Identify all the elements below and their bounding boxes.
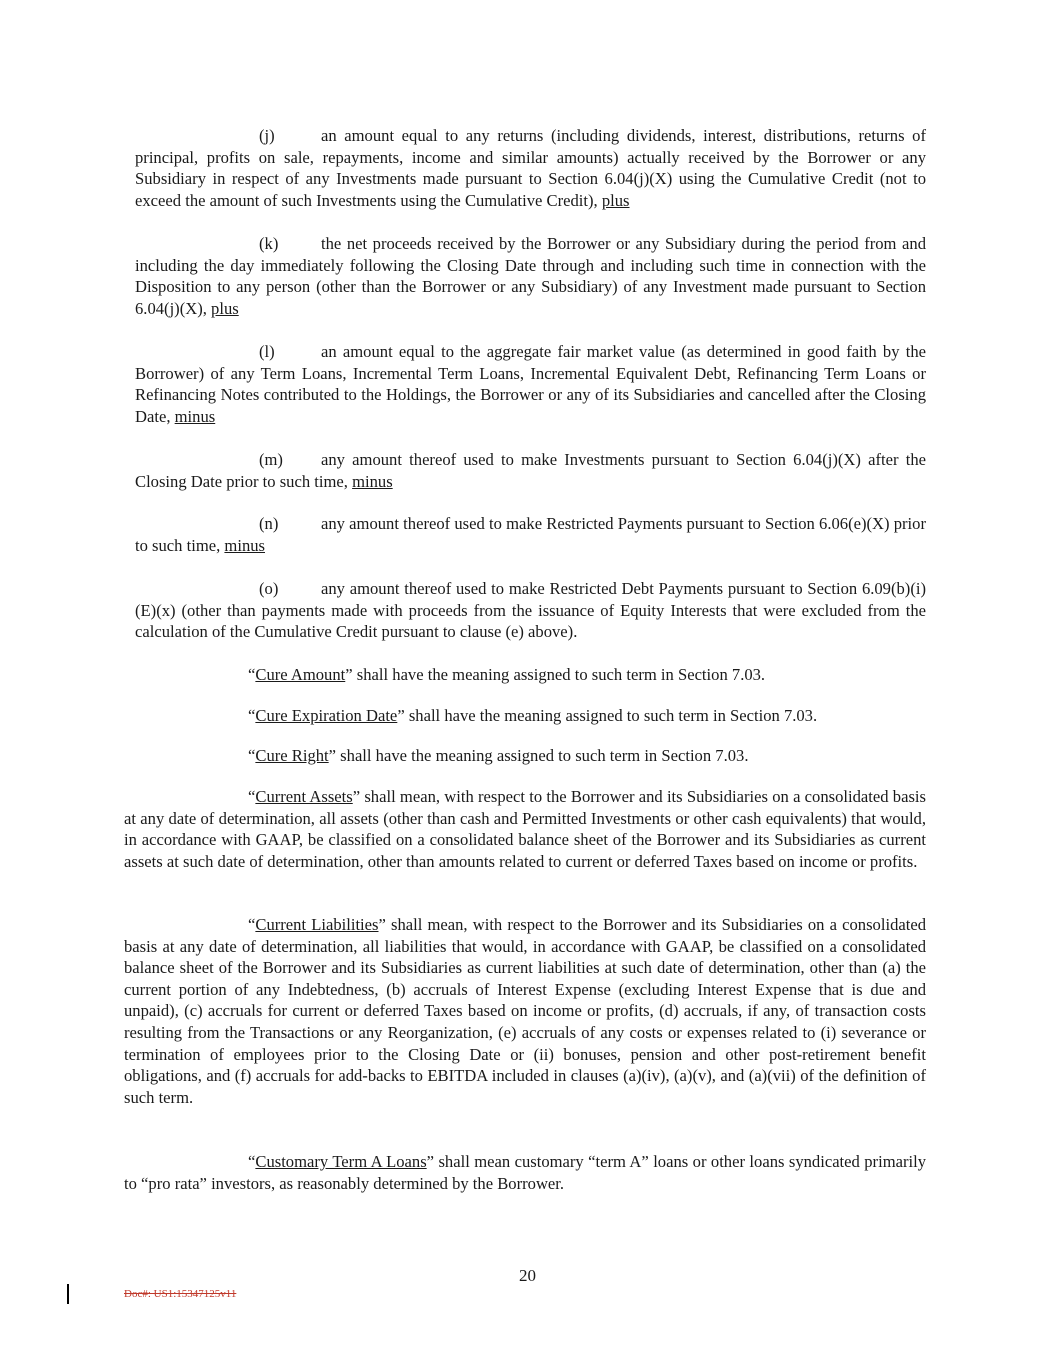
clause-text: any amount thereof used to make Restricted Payments pursuant to Section 6.06(e)(X) prior to such time, (135, 514, 926, 555)
definition-text: ” shall have the meaning assigned to such term in Section 7.03. (345, 665, 766, 684)
defined-term: Cure Amount (255, 665, 346, 684)
clause-text: an amount equal to the aggregate fair market value (as determined in good faith by the Borrower) of any Term Loans, Incremental Term Loans, Incremental Equivalent Debt, Refinancing Term Loans or Refinancing Notes contributed to the Holdings, the Borrower or any of its Subsidiaries and cancelled after the Closing Date, (135, 342, 926, 426)
definition-cure-right (124, 745, 926, 767)
clause-text: any amount thereof used to make Investments pursuant to Section 6.04(j)(X) after the Closing Date prior to such time, (135, 450, 926, 491)
clause-label: (m) (259, 450, 283, 469)
clause-connector: minus (352, 471, 393, 491)
open-quote: “ (248, 915, 256, 934)
clause-k (135, 233, 926, 319)
clause-connector: plus (601, 190, 630, 210)
definition-text: ” shall mean, with respect to the Borrower and its Subsidiaries on a consolidated basis at any date of determination, all assets (other than cash and Permitted Investments or other cash equivalents) that would, in accordance with GAAP, be classified on a consolidated balance sheet of the Borrower and its Subsidiaries as current assets at such date of determination, other than amounts related to current or deferred Taxes based on income or profits. (124, 787, 926, 871)
defined-term: Cure Expiration Date (255, 706, 398, 725)
clause-label: (l) (259, 342, 275, 361)
clause-m (135, 449, 926, 492)
clause-n (135, 513, 926, 556)
defined-term: Cure Right (255, 746, 329, 765)
definition-customary-term-a-loans (124, 1151, 926, 1194)
clause-label: (n) (259, 514, 279, 533)
clause-text: any amount thereof used to make Restricted Debt Payments pursuant to Section 6.09(b)(i)(E)(x) (other than payments made with proceeds from the issuance of Equity Interests that were excluded from the calculation of the Cumulative Credit pursuant to clause (e) above). (135, 579, 926, 642)
document-id: Doc#: US1:15347125v11 (124, 1288, 237, 1300)
clause-j (135, 125, 926, 211)
definition-text: ” shall mean, with respect to the Borrower and its Subsidiaries on a consolidated basis at any date of determination, all liabilities that would, in accordance with GAAP, be classified on a consolidated balance sheet of the Borrower and its Subsidiaries as current liabilities at such date of determination, other than (a) the current portion of any Indebtedness, (b) accruals of Interest Expense (excluding Interest Expense that is due and unpaid), (c) accruals for current or deferred Taxes based on income or profits, (d) accruals, if any, of transaction costs resulting from the Transactions or any Reorganization, (e) accruals of any costs or expenses related to (i) severance or termination of employees prior to the Closing Date or (ii) bonuses, pension and other post-retirement benefit obligations, and (f) accruals for add-backs to EBITDA included in clauses (a)(iv), (a)(v), and (a)(vii) of the definition of such term. (124, 915, 926, 1107)
definition-cure-amount (124, 664, 926, 686)
clause-text: the net proceeds received by the Borrower or any Subsidiary during the period from and including the day immediately following the Closing Date through and including such time in connection with the Disposition to any person (other than the Borrower or any Subsidiary) of any Investment made pursuant to Section 6.04(j)(X), (135, 234, 926, 318)
clause-label: (j) (259, 126, 275, 145)
definition-text: ” shall mean customary “term A” loans or other loans syndicated primarily to “pro rata” investors, as reasonably determined by the Borrower. (124, 1152, 927, 1193)
clause-connector: plus (211, 298, 239, 318)
defined-term: Current Liabilities (255, 915, 379, 934)
definition-text: ” shall have the meaning assigned to such term in Section 7.03. (328, 746, 749, 765)
open-quote: “ (248, 1152, 256, 1171)
clause-connector: minus (224, 535, 265, 555)
open-quote: “ (248, 787, 256, 806)
defined-term: Current Assets (255, 787, 353, 806)
defined-term: Customary Term A Loans (255, 1152, 427, 1171)
clause-o (135, 578, 926, 643)
clause-label: (k) (259, 234, 279, 253)
clause-l (135, 341, 926, 427)
page-number: 20 (519, 1266, 536, 1285)
clause-connector: minus (174, 406, 216, 426)
open-quote: “ (248, 746, 256, 765)
open-quote: “ (248, 706, 256, 725)
definition-current-liabilities (124, 914, 926, 1108)
definition-text: ” shall have the meaning assigned to such term in Section 7.03. (397, 706, 818, 725)
definition-cure-expiration-date (124, 705, 926, 727)
clause-text: an amount equal to any returns (including dividends, interest, distributions, returns of principal, profits on sale, repayments, income and similar amounts) actually received by the Borrower or any Subsidiary in respect of any Investments made pursuant to Section 6.04(j)(X) using the Cumulative Credit (not to exceed the amount of such Investments using the Cumulative Credit), (135, 126, 926, 210)
clause-label: (o) (259, 579, 279, 598)
definition-current-assets (124, 786, 926, 872)
change-bar (67, 1284, 69, 1304)
open-quote: “ (248, 665, 256, 684)
